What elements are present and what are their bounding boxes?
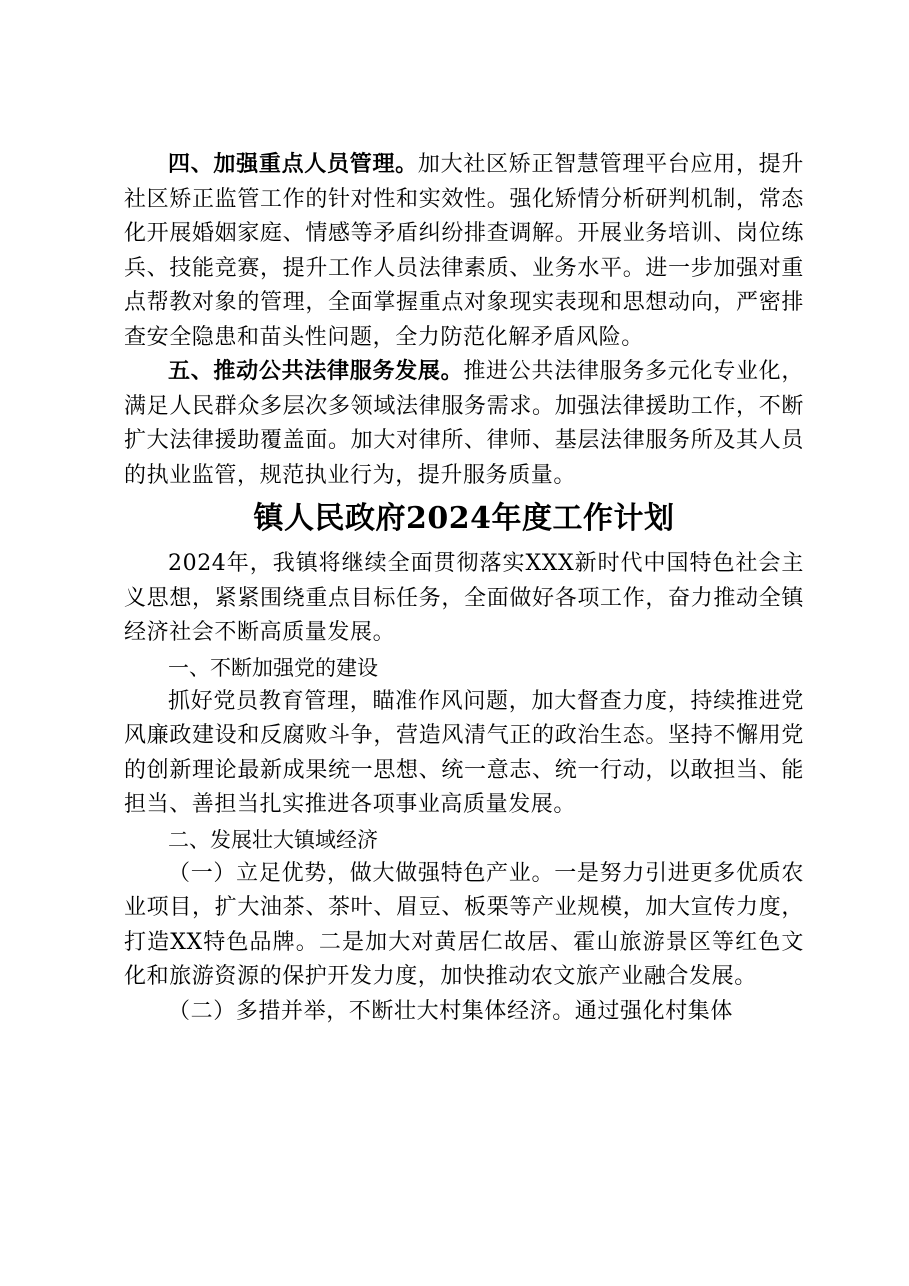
section-five-text: 推进公共法律服务多元化专业化，满足人民群众多层次多领域法律服务需求。加强法律援助工作，不断扩大法律援助覆盖面。加大对律所、律师、基层法律服务所及其人员的执业监管，规范执业行为，提升服务质量。 xyxy=(124,359,804,488)
document-page xyxy=(124,148,804,1029)
section-five-lead: 五、推动公共法律服务发展。 xyxy=(168,359,464,384)
intro-paragraph: 2024年，我镇将继续全面贯彻落实XXX新时代中国特色社会主义思想，紧紧围绕重点目标任务，全面做好各项工作，奋力推动全镇经济社会不断高质量发展。 xyxy=(124,551,804,645)
part-one-heading: 一、不断加强党的建设 xyxy=(168,655,378,680)
section-five-paragraph xyxy=(124,355,804,493)
section-four-text: 加大社区矫正智慧管理平台应用，提升社区矫正监管工作的针对性和实效性。强化矫情分析研判机制，常态化开展婚姻家庭、情感等矛盾纠纷排查调解。开展业务培训、岗位练兵、技能竞赛，提升工作人员法律素质、业务水平。进一步加强对重点帮教对象的管理，全面掌握重点对象现实表现和思想动向，严密排查安全隐患和苗头性问题，全力防范化解矛盾风险。 xyxy=(124,152,804,350)
document-title: 镇人民政府2024年度工作计划 xyxy=(253,501,675,536)
part-two-sub-two-paragraph: （二）多措并举，不断壮大村集体经济。通过强化村集体 xyxy=(168,998,734,1024)
section-four-lead: 四、加强重点人员管理。 xyxy=(168,152,418,177)
part-two-sub-one-paragraph: （一）立足优势，做大做强特色产业。一是努力引进更多优质农业项目，扩大油茶、茶叶、眉豆、板栗等产业规模，加大宣传力度，打造XX特色品牌。二是加大对黄居仁故居、霍山旅游景区等红色文化和旅游资源的保护开发力度，加快推动农文旅产业融合发展。 xyxy=(124,860,804,989)
part-two-heading: 二、发展壮大镇域经济 xyxy=(168,827,378,852)
part-one-paragraph: 抓好党员教育管理，瞄准作风问题，加大督查力度，持续推进党风廉政建设和反腐败斗争，营造风清气正的政治生态。坚持不懈用党的创新理论最新成果统一思想、统一意志、统一行动，以敢担当、能担当、善担当扎实推进各项事业高质量发展。 xyxy=(124,688,804,817)
section-four-paragraph xyxy=(124,148,804,355)
